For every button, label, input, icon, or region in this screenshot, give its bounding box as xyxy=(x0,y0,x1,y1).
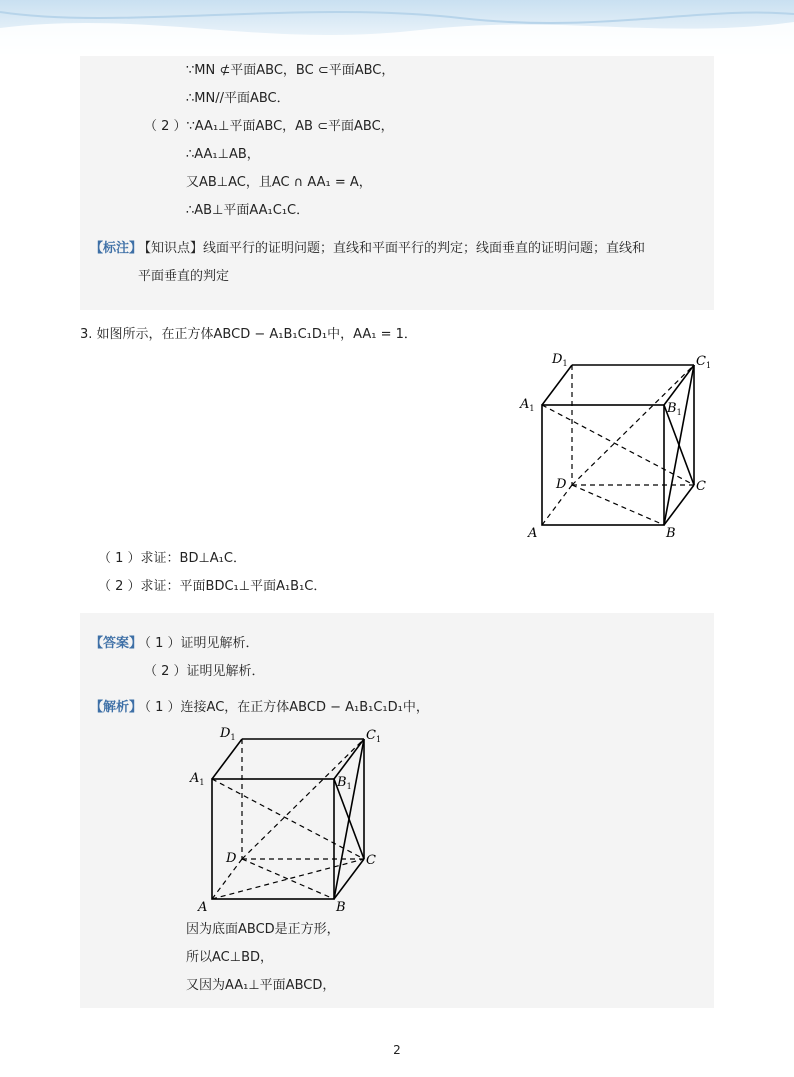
analysis-line: 又因为AA₁⊥平面ABCD， xyxy=(186,978,336,993)
cube-figure-analysis xyxy=(180,721,400,917)
question-part-1: （ 1 ）求证：BD⊥A₁C． xyxy=(98,551,246,566)
proof-line: （ 2 ）∵AA₁⊥平面ABC，AB ⊂平面ABC， xyxy=(144,119,394,134)
solution-box-previous xyxy=(80,56,714,310)
answer-line: （ 1 ）证明见解析． xyxy=(138,636,259,651)
proof-line: ∴MN//平面ABC． xyxy=(186,91,290,106)
proof-line: ∴AB⊥平面AA₁C₁C． xyxy=(186,203,310,218)
header-wave-decoration xyxy=(0,0,794,60)
proof-line: ∵MN ⊄平面ABC，BC ⊂平面ABC， xyxy=(186,63,395,78)
question-stem: 3. 如图所示，在正方体ABCD − A₁B₁C₁D₁中，AA₁ = 1． xyxy=(80,327,417,342)
analysis-line: 所以AC⊥BD， xyxy=(186,950,273,965)
vertex-label-B1: $B_1$ xyxy=(667,401,682,417)
vertex-label-D1: $D_1$ xyxy=(552,352,568,368)
tag-label: 【标注】 xyxy=(90,241,143,256)
vertex-label-C1: $C_1$ xyxy=(696,354,712,370)
vertex-label-B: B xyxy=(336,900,346,915)
cube-figure xyxy=(500,345,720,545)
analysis-line: 因为底面ABCD是正方形， xyxy=(186,922,340,937)
vertex-label-A: A xyxy=(198,900,208,915)
analysis-line: （ 1 ）连接AC，在正方体ABCD − A₁B₁C₁D₁中， xyxy=(138,700,429,715)
vertex-label-D: D xyxy=(556,477,567,492)
vertex-label-D1: $D_1$ xyxy=(220,726,236,742)
proof-line: ∴AA₁⊥AB， xyxy=(186,147,260,162)
vertex-label-C: C xyxy=(696,479,706,494)
solution-box xyxy=(80,613,714,1008)
tag-text: 【知识点】线面平行的证明问题；直线和平面平行的判定；线面垂直的证明问题；直线和 xyxy=(138,241,646,256)
analysis-label: 【解析】 xyxy=(90,700,143,715)
answer-line: （ 2 ）证明见解析． xyxy=(144,664,265,679)
proof-line: 又AB⊥AC，且AC ∩ AA₁ = A， xyxy=(186,175,372,190)
question-part-2: （ 2 ）求证：平面BDC₁⊥平面A₁B₁C． xyxy=(98,579,327,594)
vertex-label-A: A xyxy=(528,526,538,541)
vertex-label-C1: $C_1$ xyxy=(366,728,382,744)
answer-label: 【答案】 xyxy=(90,636,143,651)
tag-text: 平面垂直的判定 xyxy=(138,269,230,284)
page-number: 2 xyxy=(393,1043,401,1057)
vertex-label-B1: $B_1$ xyxy=(337,775,352,791)
vertex-label-B: B xyxy=(666,526,676,541)
vertex-label-A1: $A_1$ xyxy=(520,397,535,413)
vertex-label-D: D xyxy=(226,851,237,866)
vertex-label-C: C xyxy=(366,853,376,868)
vertex-label-A1: $A_1$ xyxy=(190,771,205,787)
